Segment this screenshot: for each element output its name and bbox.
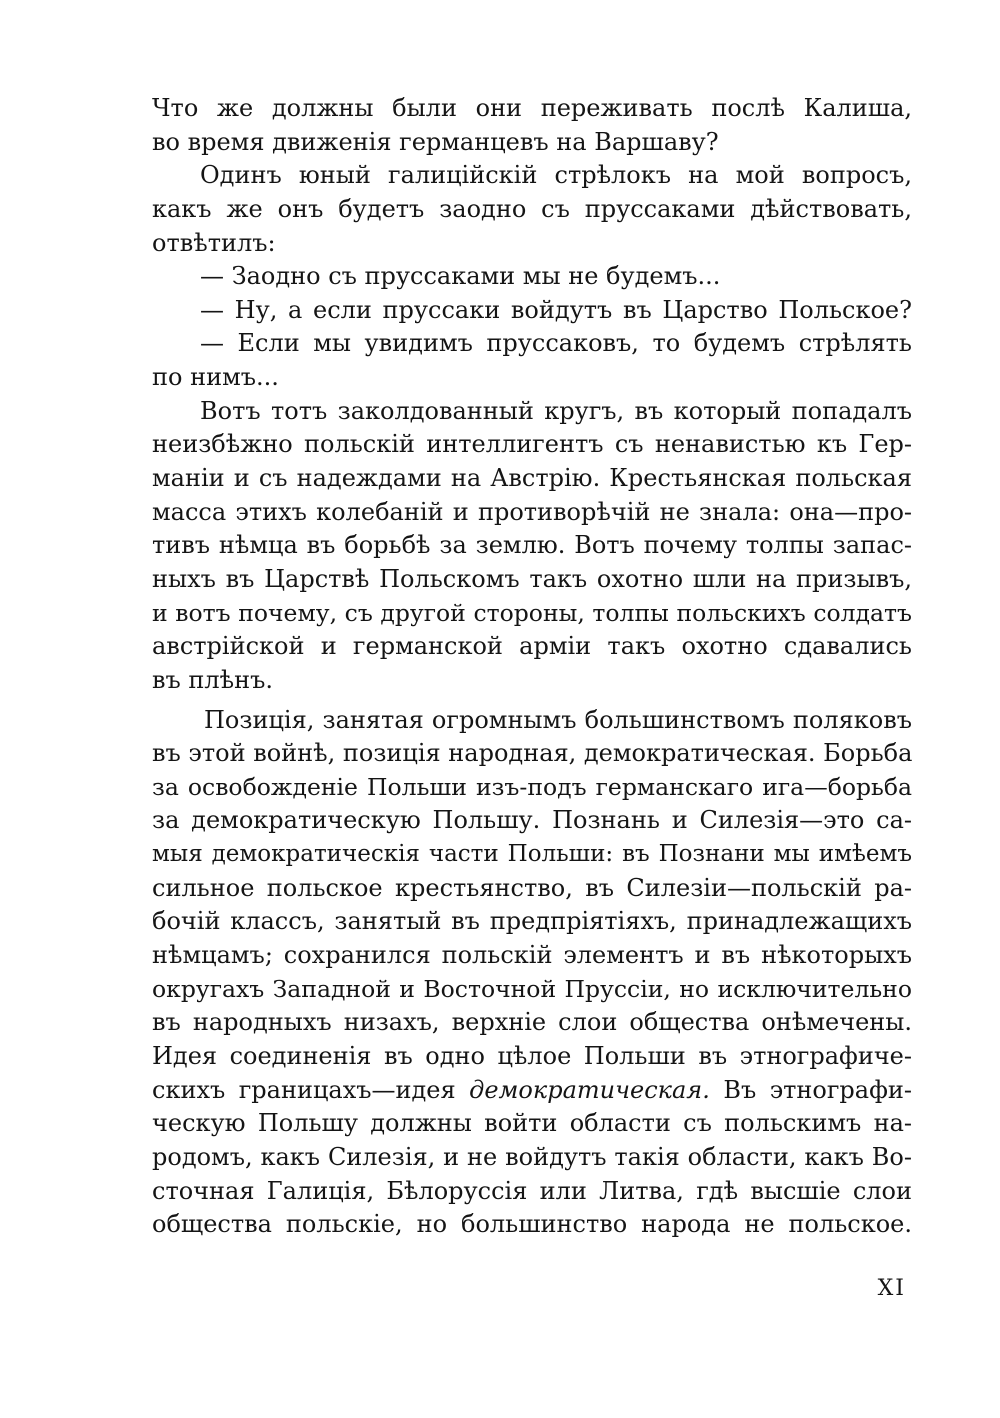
text-line: по нимъ... (152, 363, 279, 392)
text-line: ческую Польшу должны войти области съ польскимъ на- (152, 1109, 912, 1138)
dialogue-line: — Ну, а если пруссаки войдутъ въ Царство Польское? (200, 295, 912, 324)
text-line: въ народныхъ низахъ, верхніе слои общества онѣмечены. (152, 1008, 912, 1037)
text-segment: скихъ границахъ—идея (152, 1075, 456, 1104)
text-line: въ плѣнъ. (152, 665, 274, 694)
text-line: нѣмцамъ; сохранился польскій элементъ и въ нѣкоторыхъ (152, 941, 912, 970)
text-line: бочій классъ, занятый въ предпріятіяхъ, принадлежащихъ (152, 907, 912, 936)
text-line-with-emphasis (152, 1074, 912, 1108)
page-number: XI (877, 1276, 906, 1301)
text-line: общества польскіе, но большинство народа не польское. (152, 1210, 912, 1239)
text-line: за освобожденіе Польши изъ-подъ германскаго ига—борьба (152, 772, 912, 801)
text-line: маніи и съ надеждами на Австрію. Крестьянская польская (152, 464, 912, 493)
emphasis-word: демократическая. (469, 1075, 710, 1104)
text-line: австрійской и германской арміи такъ охотно сдавались (152, 632, 912, 661)
text-line: Идея соединенія въ одно цѣлое Польши въ этнографиче- (152, 1041, 912, 1070)
text-line: Позиція, занятая огромнымъ большинствомъ поляковъ (204, 705, 912, 734)
body-text (152, 92, 912, 1242)
text-line: и вотъ почему, съ другой стороны, толпы польскихъ солдатъ (152, 598, 912, 627)
text-line: Вотъ тотъ заколдованный кругъ, въ который попадалъ (200, 396, 912, 425)
text-line: Одинъ юный галиційскій стрѣлокъ на мой вопросъ, (200, 161, 912, 190)
text-line: округахъ Западной и Восточной Пруссіи, но исключительно (152, 974, 912, 1003)
text-line: въ этой войнѣ, позиція народная, демократическая. Борьба (152, 739, 913, 768)
text-line: ныхъ въ Царствѣ Польскомъ такъ охотно шли на призывъ, (152, 564, 912, 593)
text-line: неизбѣжно польскій интеллигентъ съ ненавистью къ Гер- (152, 430, 912, 459)
text-line: мыя демократическія части Польши: въ Познани мы имѣемъ (152, 841, 912, 868)
text-line: масса этихъ колебаній и противорѣчій не знала: она—про- (152, 497, 912, 526)
text-segment: Въ этнографи- (723, 1075, 912, 1104)
text-line: Что же должны были они переживать послѣ Калиша, (152, 94, 912, 122)
dialogue-line: — Заодно съ пруссаками мы не будемъ... (200, 262, 721, 291)
text-line: сточная Галиція, Бѣлоруссія или Литва, гдѣ высшіе слои (152, 1176, 912, 1205)
text-line: во время движенія германцевъ на Варшаву? (152, 127, 719, 156)
text-line: родомъ, какъ Силезія, и не войдутъ такія области, какъ Во- (152, 1142, 912, 1171)
dialogue-line: — Если мы увидимъ пруссаковъ, то будемъ стрѣлять (200, 329, 912, 358)
text-line: за демократическую Польшу. Познань и Силезія—это са- (152, 806, 912, 835)
text-line: сильное польское крестьянство, въ Силезіи—польскій ра- (152, 873, 912, 902)
text-line: тивъ нѣмца въ борьбѣ за землю. Вотъ почему толпы запас- (152, 531, 912, 560)
text-line: отвѣтилъ: (152, 228, 276, 257)
text-line: какъ же онъ будетъ заодно съ пруссаками дѣйствовать, (152, 194, 912, 223)
